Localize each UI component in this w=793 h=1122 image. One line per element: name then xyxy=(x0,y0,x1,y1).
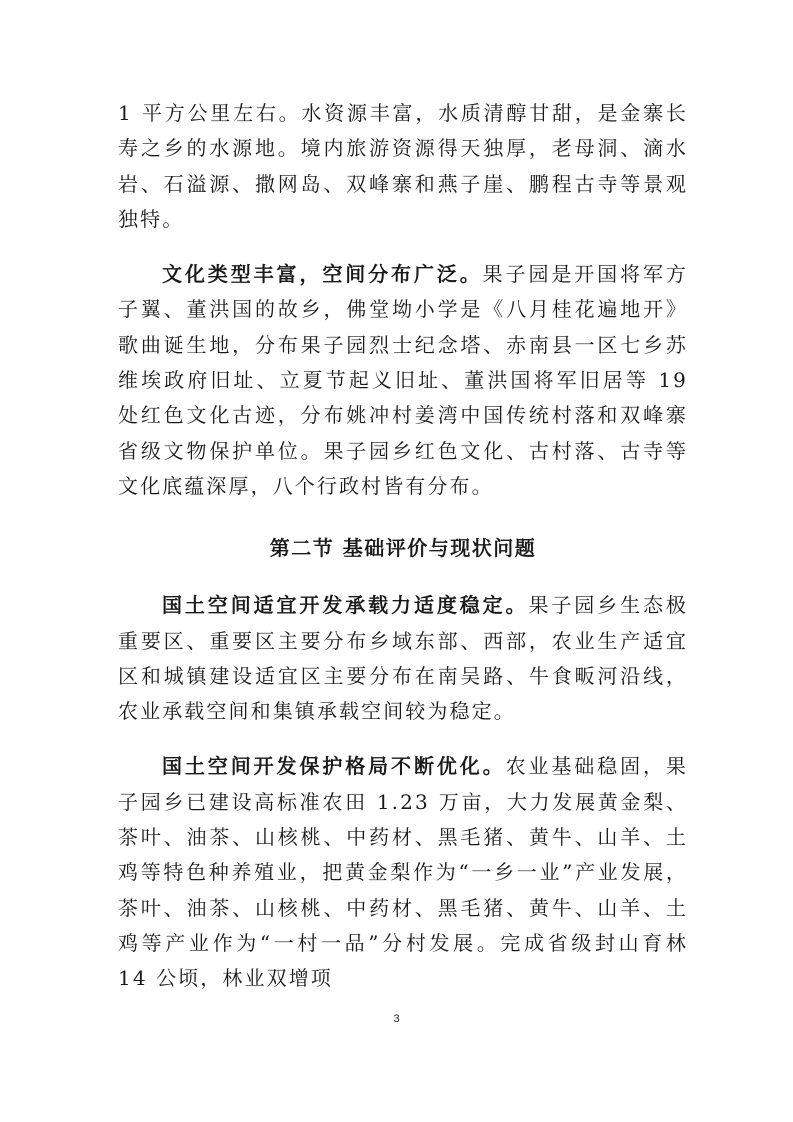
paragraph-lead: 文化类型丰富，空间分布广泛。 xyxy=(162,262,483,287)
paragraph-body: 果子园是开国将军方子翼、董洪国的故乡，佛堂坳小学是《八月桂花遍地开》歌曲诞生地，分布果子园烈士纪念塔、赤南县一区七乡苏维埃政府旧址、立夏节起义旧址、董洪国将军旧居等 19 处红色文化古迹，分布姚冲村姜湾中国传统村落和双峰寨省级文物保护单位。果子园乡红色文化、古村落、古寺等文化底蕴深厚，八个行政村皆有分布。 xyxy=(118,262,688,498)
paragraph-capacity xyxy=(118,588,688,729)
paragraph-lead: 国土空间开发保护格局不断优化。 xyxy=(162,754,506,779)
paragraph-culture xyxy=(118,257,688,504)
section-heading: 第二节 基础评价与现状问题 xyxy=(269,536,537,561)
paragraph-continued: 1 平方公里左右。水资源丰富，水质清醇甘甜，是金寨长寿之乡的水源地。境内旅游资源得天独厚，老母洞、滴水岩、石溢源、撒网岛、双峰寨和燕子崖、鹏程古寺等景观独特。 xyxy=(118,101,688,231)
paragraph-body: 农业基础稳固，果子园乡已建设高标准农田 1.23 万亩，大力发展黄金梨、茶叶、油茶、山核桃、中药材、黑毛猪、黄牛、山羊、土鸡等特色种养殖业，把黄金梨作为“一乡一业”产业发展，茶叶、油茶、山核桃、中药材、黑毛猪、黄牛、山羊、土鸡等产业作为“一村一品”分村发展。完成省级封山育林 14 公顷，林业双增项 xyxy=(118,754,688,991)
page-number: 3 xyxy=(393,1013,400,1025)
paragraph-body: 果子园乡生态极重要区、重要区主要分布乡域东部、西部，农业生产适宜区和城镇建设适宜区主要分布在南吴路、牛食畈河沿线，农业承载空间和集镇承载空间较为稳定。 xyxy=(118,593,688,724)
paragraph-lead: 国土空间适宜开发承载力适度稳定。 xyxy=(162,593,529,618)
paragraph-pattern xyxy=(118,749,688,996)
page-content xyxy=(118,96,688,997)
